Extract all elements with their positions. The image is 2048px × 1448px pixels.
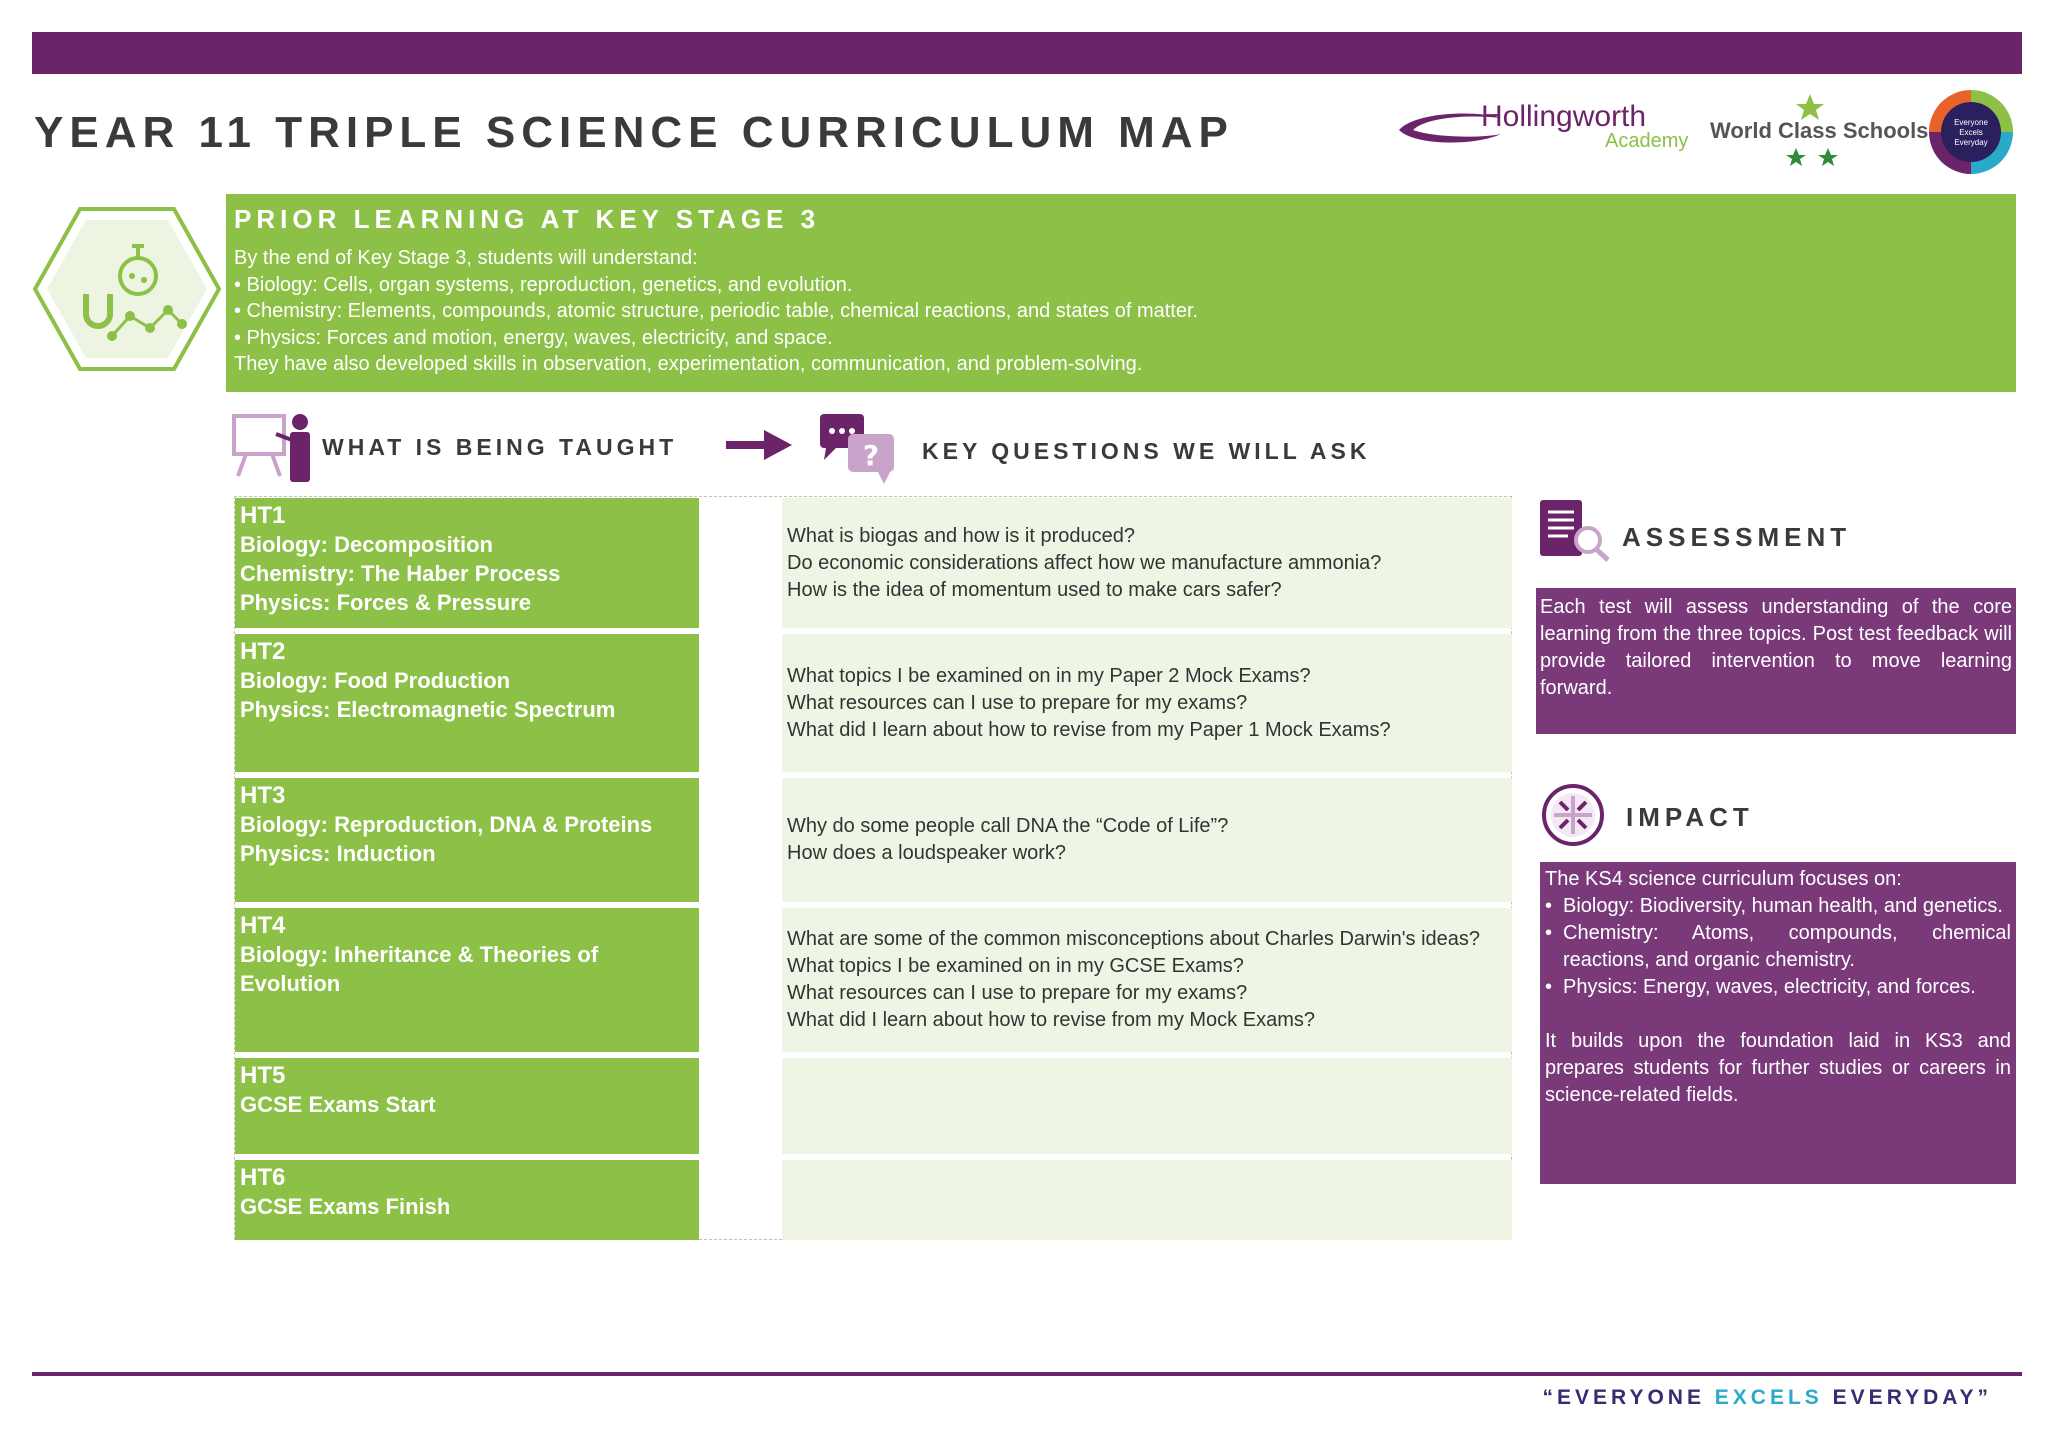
impact-intro: The KS4 science curriculum focuses on: xyxy=(1545,868,1902,890)
world-class-schools-logo xyxy=(1710,88,1929,178)
taught-header-label: WHAT IS BEING TAUGHT xyxy=(322,434,678,460)
impact-bullet-text: Biology: Biodiversity, human health, and genetics. xyxy=(1563,895,2003,917)
impact-arrows-icon xyxy=(1540,782,1606,848)
questions-ht1 xyxy=(782,498,1512,628)
term-topic: Chemistry: The Haber Process xyxy=(240,561,561,586)
badge-line: Everyone xyxy=(1954,118,1988,127)
impact-header xyxy=(1540,782,1754,853)
term-code: HT4 xyxy=(240,912,286,939)
term-topic: Physics: Electromagnetic Spectrum xyxy=(240,697,616,722)
question: What did I learn about how to revise from my Mock Exams? xyxy=(787,1009,1315,1031)
question: How is the idea of momentum used to make cars safer? xyxy=(787,578,1282,601)
question: What did I learn about how to revise from my Paper 1 Mock Exams? xyxy=(787,718,1391,741)
term-code: HT1 xyxy=(240,502,286,529)
arrow-right-icon xyxy=(726,430,792,460)
impact-bullet xyxy=(1545,920,2011,974)
term-topic: GCSE Exams Finish xyxy=(240,1194,451,1219)
bullet-mark: • xyxy=(1545,976,1553,998)
motto-word-excels: EXCELS xyxy=(1714,1386,1823,1409)
questions-ht5 xyxy=(782,1058,1512,1154)
prior-learning-heading: PRIOR LEARNING AT KEY STAGE 3 xyxy=(234,204,821,234)
term-ht1 xyxy=(235,498,699,628)
term-ht5 xyxy=(235,1058,699,1154)
term-ht6 xyxy=(235,1160,699,1240)
bottom-rule xyxy=(32,1372,2022,1376)
questions-ht6 xyxy=(782,1160,1512,1240)
motto-close-quote: ” xyxy=(1977,1386,1992,1409)
assessment-header xyxy=(1538,498,1852,569)
badge-line: Everyday xyxy=(1954,138,1988,147)
question: What resources can I use to prepare for my exams? xyxy=(787,691,1248,714)
term-topic: Biology: Decomposition xyxy=(240,532,493,557)
bullet-mark: • xyxy=(1545,922,1553,944)
questions-ht2 xyxy=(782,634,1512,772)
question: What topics I be examined on in my GCSE Exams? xyxy=(787,955,1244,977)
prior-learning-outro: They have also developed skills in observation, experimentation, communication, and problem-solving. xyxy=(234,353,1143,375)
term-code: HT5 xyxy=(240,1062,286,1089)
impact-bullet-text: Physics: Energy, waves, electricity, and forces. xyxy=(1563,976,1976,998)
hollingworth-logo xyxy=(1395,96,1695,156)
term-topic: Biology: Inheritance & Theories of Evolution xyxy=(240,942,599,996)
motto-open-quote: “ xyxy=(1542,1386,1558,1409)
teacher-board-icon xyxy=(232,410,316,484)
speech-question-icon xyxy=(818,412,898,486)
motto xyxy=(1543,1386,1992,1410)
world-class-schools-name: World Class Schools xyxy=(1710,118,1929,143)
bullet-mark: • xyxy=(1545,895,1553,917)
svg-text:?: ? xyxy=(862,439,880,472)
term-ht3 xyxy=(235,778,699,902)
term-topic: GCSE Exams Start xyxy=(240,1092,436,1117)
top-band xyxy=(32,32,2022,74)
page-title: YEAR 11 TRIPLE SCIENCE CURRICULUM MAP xyxy=(34,108,1234,157)
impact-bullet xyxy=(1545,974,2011,1001)
question: Do economic considerations affect how we manufacture ammonia? xyxy=(787,551,1382,574)
questions-ht4 xyxy=(782,908,1512,1052)
impact-panel xyxy=(1540,862,2016,1184)
hollingworth-name: Hollingworth xyxy=(1481,100,1647,133)
questions-ht3 xyxy=(782,778,1512,902)
term-topic: Biology: Food Production xyxy=(240,668,511,693)
document-magnifier-icon xyxy=(1538,498,1614,564)
question: Why do some people call DNA the “Code of Life”? xyxy=(787,815,1229,837)
hollingworth-sub: Academy xyxy=(1605,130,1689,152)
prior-learning-intro: By the end of Key Stage 3, students will understand: xyxy=(234,247,698,269)
badge-line: Excels xyxy=(1959,128,1983,137)
questions-header-label: KEY QUESTIONS WE WILL ASK xyxy=(922,438,1371,464)
question: What is biogas and how is it produced? xyxy=(787,524,1135,547)
term-code: HT3 xyxy=(240,782,286,809)
prior-learning-bullet: • Chemistry: Elements, compounds, atomic structure, periodic table, chemical reactions, and states of matter. xyxy=(234,300,1199,322)
questions-header xyxy=(818,412,1371,491)
question: How does a loudspeaker work? xyxy=(787,842,1067,864)
term-code: HT6 xyxy=(240,1164,286,1191)
term-ht2 xyxy=(235,634,699,772)
question: What are some of the common misconceptions about Charles Darwin's ideas? xyxy=(787,928,1481,950)
taught-header xyxy=(232,410,678,489)
assessment-header-label: ASSESSMENT xyxy=(1622,522,1852,552)
term-ht4 xyxy=(235,908,699,1052)
term-topic: Physics: Induction xyxy=(240,841,436,866)
hexagon-science-icon xyxy=(32,206,222,372)
prior-learning-bullet: • Biology: Cells, organ systems, reproduction, genetics, and evolution. xyxy=(234,273,853,296)
term-topic: Physics: Forces & Pressure xyxy=(240,590,532,615)
question: What resources can I use to prepare for my exams? xyxy=(787,982,1248,1004)
term-code: HT2 xyxy=(240,638,286,665)
question: What topics I be examined on in my Paper 2 Mock Exams? xyxy=(787,664,1311,687)
prior-learning-bullet: • Physics: Forces and motion, energy, waves, electricity, and space. xyxy=(234,326,833,349)
impact-bullet-text: Chemistry: Atoms, compounds, chemical reactions, and organic chemistry. xyxy=(1563,922,2011,971)
impact-outro: It builds upon the foundation laid in KS3 and prepares students for further studies or careers in science-related fields. xyxy=(1545,1030,2011,1106)
assessment-text: Each test will assess understanding of the core learning from the three topics. Post test feedback will provide tailored intervention to move learning forward. xyxy=(1536,588,2016,734)
impact-header-label: IMPACT xyxy=(1626,802,1754,832)
term-topic: Biology: Reproduction, DNA & Proteins xyxy=(240,812,653,837)
impact-bullet xyxy=(1545,893,2011,920)
everyone-excels-badge xyxy=(1929,90,2013,174)
motto-word-everyday: EVERYDAY xyxy=(1832,1386,1978,1409)
prior-learning-panel xyxy=(226,194,2016,392)
motto-word-everyone: EVERYONE xyxy=(1557,1386,1705,1409)
